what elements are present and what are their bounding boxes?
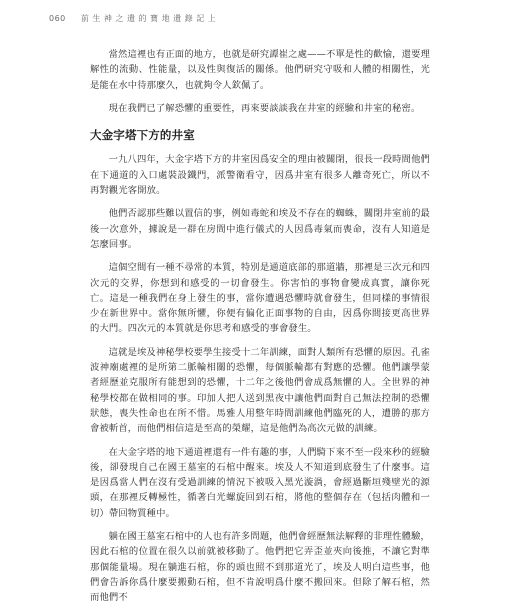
paragraph: 他們否認那些難以置信的事，例如毒蛇和埃及不存在的蜘蛛，關閉井室前的最後一次意外，據說是一群在房間中進行儀式的人因爲毒氣而喪命，沒有人知道是怎麼回事。 bbox=[90, 208, 430, 250]
running-title: 前 生 神 之 遺 的 寶 地 遺 錄 記 上 bbox=[80, 14, 217, 23]
paragraph: 在大金字塔的地下通道裡還有一件有趣的事，人們騎下來不至一段來秒的經驗後，卻發現自己在國王墓室的石棺中醒來。埃及人不知道到底發生了什麼事。這是因爲當人們在沒有受過訓練的情況下被吸入黑光漩渦，會經過斷垣殘壁光的源頭，在那裡反轉極性，循著白光螺旋回到石棺，將他的整個存在（包括肉體和一切）帶回物質種中。 bbox=[90, 446, 430, 519]
paragraph: 一九八四年，大金字塔下方的井室因爲安全的理由被關閉，很長一段時間他們在下通道的入口處裝設鐵門，派警衛看守，因爲井室有很多人離奇死亡，所以不再對觀光客開放。 bbox=[90, 154, 430, 197]
paragraph: 這個空間有一種不尋常的本質，特別是通道底部的那道牆，那裡是三次元和四次元的交界，你想到和感受的一切會發生。你害怕的事物會變成真實，讓你死亡。這是一種我們在身上發生的事，當你遭遇恐懼時就會發生，但同樣的事情很少在新世界中。當你無所懼，你便有偏化正面事物的自由，因爲你間接更高世界的大門。四次元的本質就是你思考和感受的事會發生。 bbox=[90, 262, 430, 335]
section-heading: 大金字塔下方的井室 bbox=[90, 128, 195, 143]
paragraph: 這就是埃及神秘學校要學生接受十二年訓練，面對人類所有恐懼的原因。孔雀波神廟處裡的是所第二脈輪相關的恐懼，每個脈輪都有對應的恐懼。他們讓學蒙者經歷並克服所有能想到的恐懼，十二年之後他們會成爲無懼的人。全世界的神秘學校都在做相同的事。印加人把人送到黑夜中讓他們面對自己無法控制的恐懼狀態，喪失性命也在所不惜。馬雅人用整年時間訓練他們臨死的人，遭勝的那方會被斬首，而他們相信這是至高的榮耀，這是他們為高次元做的訓練。 bbox=[90, 346, 430, 435]
paragraph: 躺在國王墓室石棺中的人也有許多問題，他們會經歷無法解釋的非理性體驗，因此石棺的位置在很久以前就被移動了。他們把它弄歪並夾向後推，不讓它對準那個能量場。現在躺進石棺，你的頭也照不到那道光了，埃及人明白這些事，他們會告訴你爲什麼要搬動石棺，但不肯說明爲什麼不搬回來。但除了解石棺，然而他們不 bbox=[90, 531, 430, 604]
body-text bbox=[90, 47, 430, 614]
running-header bbox=[49, 13, 216, 24]
page-number: 060 bbox=[49, 14, 66, 23]
paragraph: 當然這裡也有正面的地方，也就是研究譚崔之處——不單是性的歡愉，還要理解性的流動、性能量，以及性與復活的關係。他們研究守吸和人體的相關性，光是能在水中待那麼久，也就夠令人欽佩了。 bbox=[90, 49, 430, 91]
paragraph: 現在我們已了解恐懼的重要性，再來要談談我在井室的經驗和井室的秘密。 bbox=[108, 102, 421, 114]
